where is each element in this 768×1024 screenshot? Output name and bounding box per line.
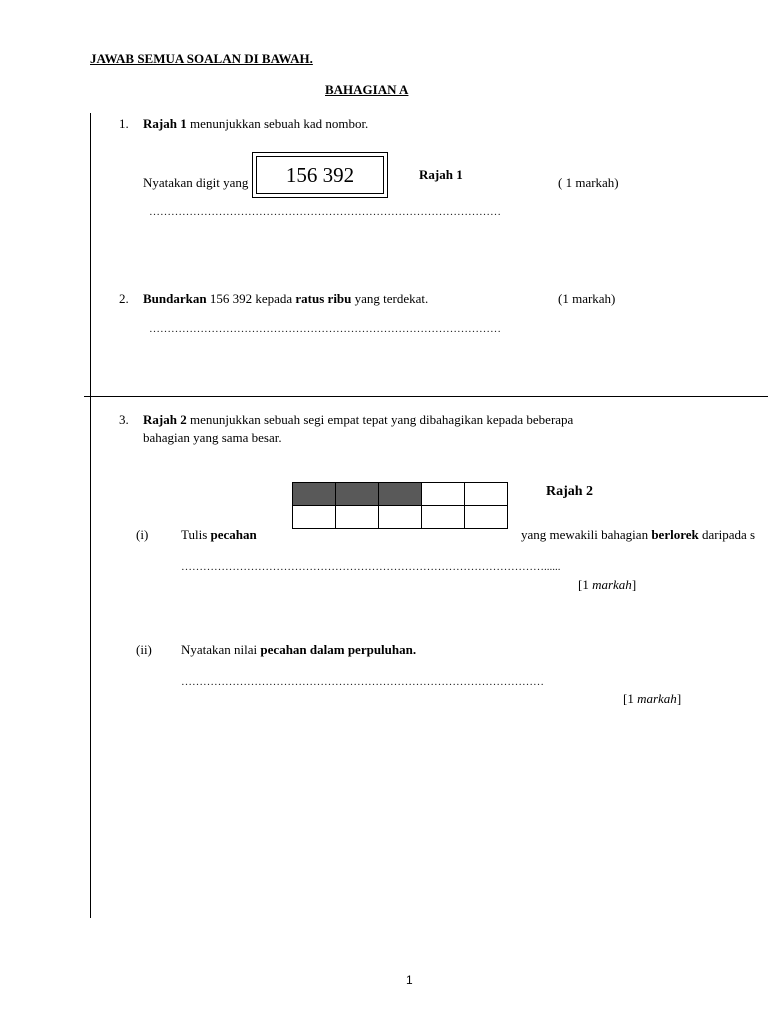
q3i-answer-line[interactable]: ………………………………………………………………………………………...... [181, 561, 561, 573]
grid-cell [293, 506, 336, 529]
q3i-marks-open: [1 [578, 577, 593, 592]
q3i-marks [578, 577, 636, 593]
q3ii-marks-word: markah [637, 691, 677, 706]
q3i-text-bold: pecahan [210, 527, 257, 542]
section-divider [84, 396, 768, 397]
grid-row-bottom [293, 506, 508, 529]
instruction-heading: JAWAB SEMUA SOALAN DI BAWAH. [90, 51, 313, 66]
number-card [252, 152, 388, 198]
number-card-value: 156 392 [256, 156, 384, 194]
q3i-statement [181, 527, 257, 543]
q3i-marks-close: ] [631, 577, 637, 592]
grid-cell [422, 483, 465, 506]
q3-number: 3. [119, 412, 129, 427]
q1-lead-bold: Rajah 1 [143, 116, 187, 131]
grid-cell [465, 506, 508, 529]
q1-marks: ( 1 markah) [558, 175, 619, 190]
q3ii-marks-open: [1 [623, 691, 638, 706]
q2-number: 2. [119, 291, 129, 306]
grid-cell [422, 506, 465, 529]
q3ii-statement [181, 642, 416, 658]
q1-lead-rest: menunjukkan sebuah kad nombor. [186, 116, 369, 131]
q2-text-2: yang terdekat. [351, 291, 429, 306]
page-number: 1 [406, 973, 413, 987]
grid-cell [336, 506, 379, 529]
grid-cell-shaded [379, 483, 422, 506]
left-margin-rule [90, 113, 91, 918]
q3ii-text: Nyatakan nilai [181, 642, 261, 657]
q1-figure-label: Rajah 1 [419, 167, 463, 182]
q3-statement [143, 412, 573, 428]
q2-answer-line[interactable]: …………………………………………………………………………………… [149, 323, 501, 335]
q3-statement-line2: bahagian yang sama besar. [143, 430, 282, 445]
q3i-tail-rest: daripada s [698, 527, 756, 542]
q3i-tail: yang mewakili bahagian [521, 527, 652, 542]
q3ii-marks-close: ] [676, 691, 682, 706]
grid-cell [379, 506, 422, 529]
q3ii-label: (ii) [136, 642, 152, 657]
rectangle-grid [292, 482, 508, 529]
q3i-statement-tail [521, 527, 755, 543]
q3-lead-bold: Rajah 2 [143, 412, 187, 427]
q3ii-answer-line[interactable]: ……………………………………………………………………………………… [181, 676, 544, 688]
q2-statement [143, 291, 428, 307]
q2-marks: (1 markah) [558, 291, 616, 306]
q1-statement [143, 116, 368, 132]
q3-lead-rest: menunjukkan sebuah segi empat tepat yang dibahagikan kepada beberapa [186, 412, 574, 427]
q3ii-marks [623, 691, 681, 707]
q3i-label: (i) [136, 527, 149, 542]
q2-bold-2: ratus ribu [295, 291, 352, 306]
q3i-marks-word: markah [592, 577, 632, 592]
q3i-tail-bold: berlorek [651, 527, 699, 542]
q2-bold-1: Bundarkan [143, 291, 207, 306]
q1-number: 1. [119, 116, 129, 131]
q1-prompt: Nyatakan digit yang [143, 175, 249, 190]
q3-figure-label: Rajah 2 [546, 484, 594, 499]
grid-row-top [293, 483, 508, 506]
q1-answer-line[interactable]: …………………………………………………………………………………… [149, 206, 501, 218]
q3i-text: Tulis [181, 527, 211, 542]
q3ii-text-bold: pecahan dalam perpuluhan. [260, 642, 417, 657]
grid-cell-shaded [336, 483, 379, 506]
grid-cell-shaded [293, 483, 336, 506]
q2-text-1: 156 392 kepada [206, 291, 296, 306]
grid-cell [465, 483, 508, 506]
section-heading: BAHAGIAN A [325, 82, 409, 97]
